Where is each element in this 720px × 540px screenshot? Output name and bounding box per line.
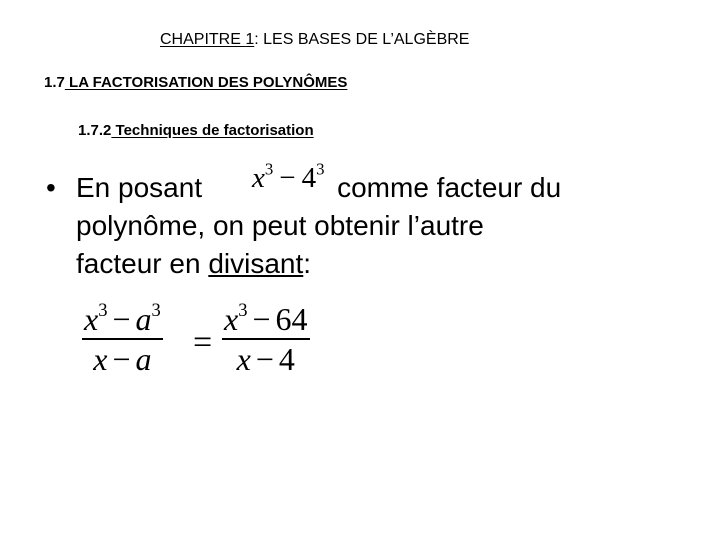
- body-line-3: [76, 244, 311, 284]
- section-number: 1.7: [44, 74, 65, 91]
- chapter-rest: : LES BASES DE L’ALGÈBRE: [254, 31, 470, 48]
- equals-sign: =: [193, 324, 213, 361]
- left-fraction: [82, 300, 163, 378]
- subsection-number: 1.7.2: [78, 122, 112, 139]
- subsection-name: Techniques de factorisation: [111, 122, 314, 139]
- left-denominator: x − a: [93, 341, 152, 377]
- left-numerator: $x^3 - a^3$: [84, 300, 161, 337]
- divisant-link[interactable]: divisant: [208, 248, 304, 279]
- inline-factor-expression: $x^3 - 4^3$: [252, 159, 325, 194]
- body-line-2: polynôme, on peut obtenir l’autre: [76, 210, 484, 241]
- line1-after: comme facteur du: [337, 172, 562, 203]
- subsection-title: [78, 121, 314, 141]
- section-name: LA FACTORISATION DES POLYNÔMES: [64, 74, 348, 91]
- chapter-number: 1: [245, 31, 255, 48]
- right-fraction: [222, 300, 310, 378]
- line3-before: facteur en: [76, 248, 209, 279]
- right-numerator: $x^3 - 64$: [224, 300, 308, 337]
- line3-after: :: [303, 248, 312, 279]
- bullet-point: •: [46, 172, 56, 203]
- line1-before: En posant: [76, 172, 203, 203]
- section-title: [44, 73, 347, 93]
- right-denominator: x − 4: [236, 341, 295, 377]
- chapter-title: [160, 30, 469, 50]
- chapter-prefix: CHAPITRE: [160, 31, 246, 48]
